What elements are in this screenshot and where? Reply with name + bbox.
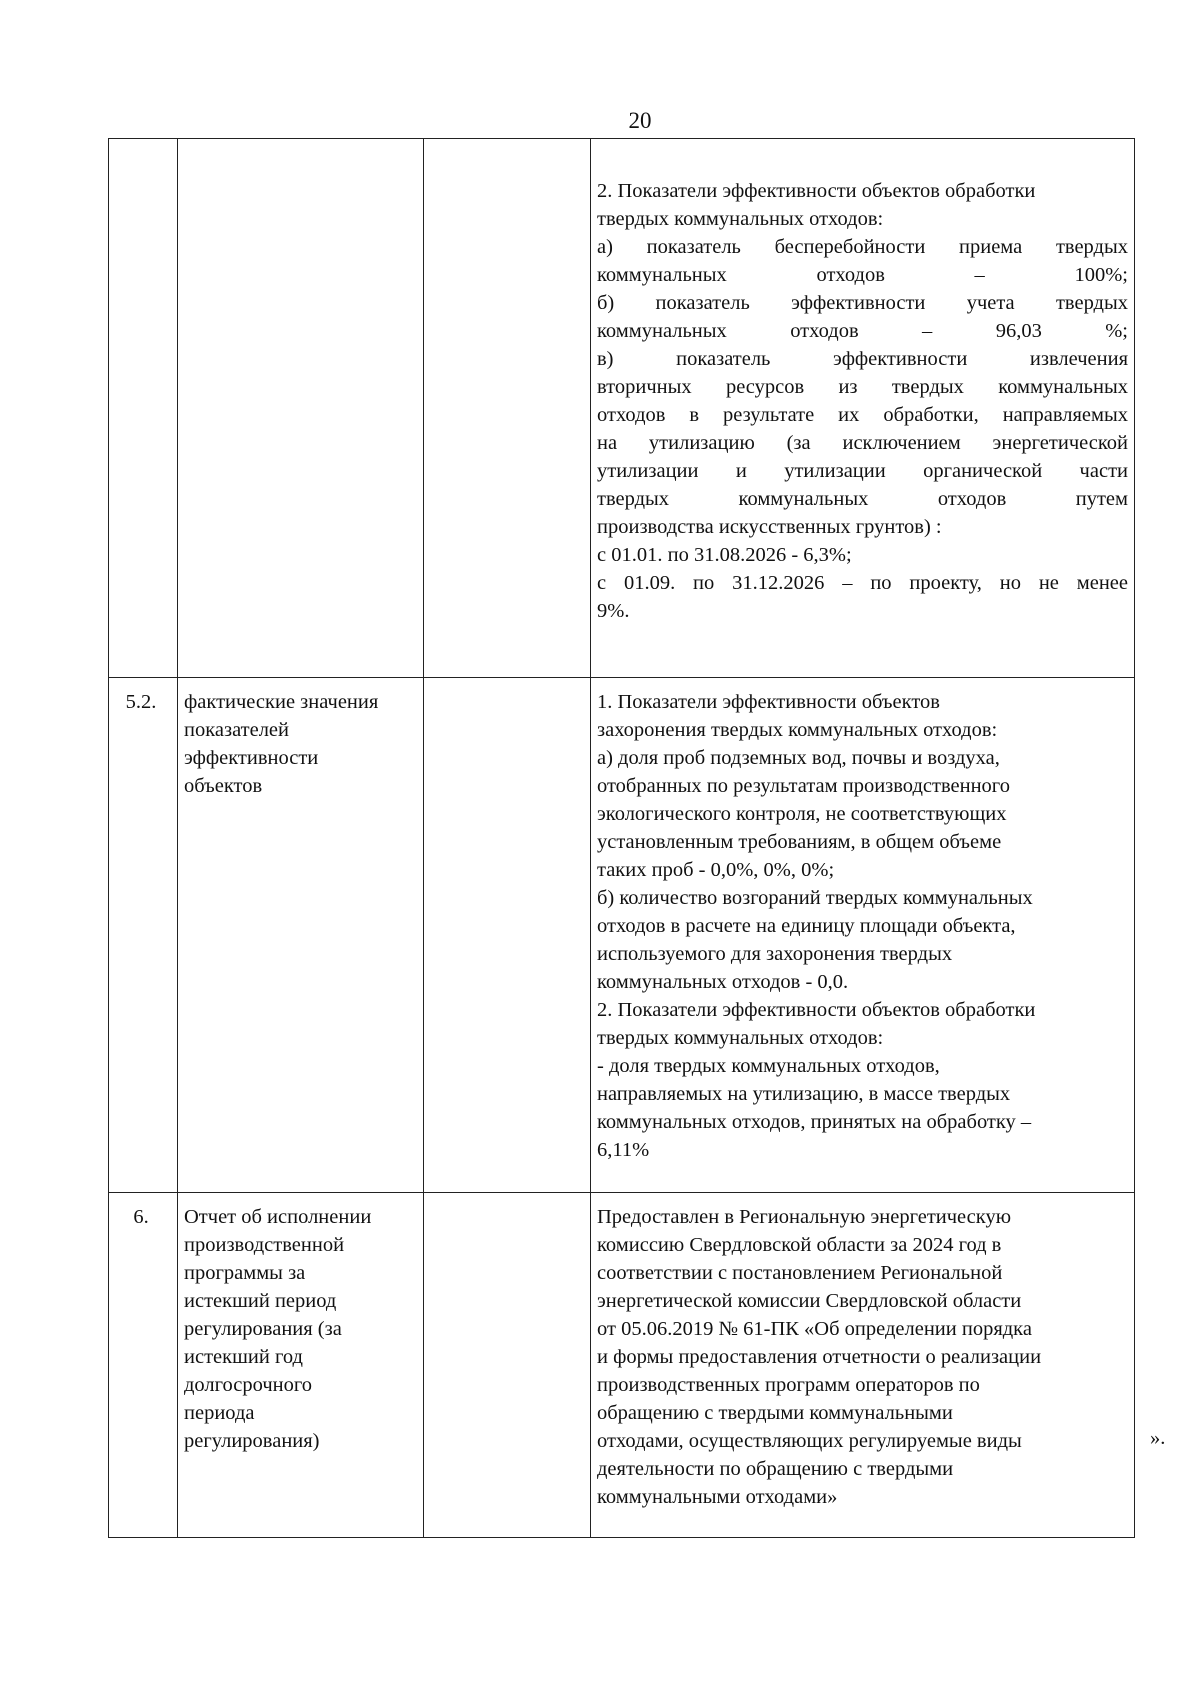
row-value-cell [424,678,591,1193]
name-line: периода [184,1402,255,1424]
description-line: направляемых на утилизацию, в массе твердых [597,1083,1011,1105]
description-line: коммунальных отходов, принятых на обработку – [597,1111,1032,1133]
row-description-cell [591,678,1135,1193]
description-line: твердых коммунальных отходов путем [597,488,1128,510]
closing-quote: ». [1150,1427,1166,1449]
document-table [108,138,1135,1538]
description-line: коммунальными отходами» [597,1486,838,1508]
description-line: таких проб - 0,0%, 0%, 0%; [597,859,835,881]
name-line: Отчет об исполнении [184,1206,372,1228]
name-line: производственной [184,1234,345,1256]
description-line: коммунальных отходов - 0,0. [597,971,849,993]
description-line: энергетической комиссии Свердловской области [597,1290,1022,1312]
name-line: показателей [184,719,289,741]
description-line: твердых коммунальных отходов: [597,1027,884,1049]
description-line: соответствии с постановлением Региональной [597,1262,1003,1284]
name-line: долгосрочного [184,1374,313,1396]
description-line: отходами, осуществляющих регулируемые виды [597,1430,1022,1452]
name-line: регулирования) [184,1430,320,1452]
name-line: регулирования (за [184,1318,342,1340]
description-line: на утилизацию (за исключением энергетической [597,432,1128,454]
row-description-cell [591,1193,1135,1538]
table-row [109,678,1135,1193]
description-line: от 05.06.2019 № 61-ПК «Об определении порядка [597,1318,1032,1340]
description-line: - доля твердых коммунальных отходов, [597,1055,940,1077]
description-line: обращению с твердыми коммунальными [597,1402,953,1424]
table-row [109,1193,1135,1538]
description-line: в) показатель эффективности извлечения [597,348,1128,370]
row-value-cell [424,139,591,678]
description-line: 6,11% [597,1139,650,1161]
name-line: истекший год [184,1346,303,1368]
description-line: с 01.09. по 31.12.2026 – по проекту, но не менее [597,572,1128,594]
name-line: фактические значения [184,691,379,713]
row-name-cell [178,678,424,1193]
description-line: отобранных по результатам производственного [597,775,1010,797]
name-line: объектов [184,775,263,797]
description-line: 2. Показатели эффективности объектов обработки [597,180,1036,202]
description-line: экологического контроля, не соответствующих [597,803,1007,825]
description-line: а) показатель бесперебойности приема твердых [597,236,1128,258]
description-line: отходов в расчете на единицу площади объекта, [597,915,1016,937]
description-line: установленным требованиям, в общем объеме [597,831,1002,853]
description-line: отходов в результате их обработки, направляемых [597,404,1128,426]
description-line: б) показатель эффективности учета твердых [597,292,1128,314]
row-name-cell [178,1193,424,1538]
description-line: б) количество возгораний твердых коммунальных [597,887,1033,909]
name-line: эффективности [184,747,319,769]
description-line: 2. Показатели эффективности объектов обработки [597,999,1036,1021]
description-line: вторичных ресурсов из твердых коммунальных [597,376,1128,398]
description-line: деятельности по обращению с твердыми [597,1458,954,1480]
description-line: Предоставлен в Региональную энергетическую [597,1206,1012,1228]
description-line: производственных программ операторов по [597,1374,980,1396]
row-number-cell: 6. [109,1193,178,1538]
page-number: 20 [628,108,652,133]
description-line: коммунальных отходов – 100%; [597,264,1128,286]
name-line: программы за [184,1262,306,1284]
name-line: истекший период [184,1290,337,1312]
description-line: твердых коммунальных отходов: [597,208,884,230]
row-number-cell: 5.2. [109,678,178,1193]
description-line: захоронения твердых коммунальных отходов: [597,719,998,741]
description-line: и формы предоставления отчетности о реализации [597,1346,1042,1368]
table-row [109,139,1135,678]
description-line: 9%. [597,600,630,622]
description-line: производства искусственных грунтов) : [597,516,942,538]
description-line: 1. Показатели эффективности объектов [597,691,940,713]
description-line: а) доля проб подземных вод, почвы и воздуха, [597,747,1000,769]
description-line: с 01.01. по 31.08.2026 - 6,3%; [597,544,852,566]
description-line: используемого для захоронения твердых [597,943,953,965]
description-line: утилизации и утилизации органической части [597,460,1128,482]
row-name-cell [178,139,424,678]
description-line: коммунальных отходов – 96,03 %; [597,320,1128,342]
row-number-cell [109,139,178,678]
row-value-cell [424,1193,591,1538]
description-line: комиссию Свердловской области за 2024 год в [597,1234,1002,1256]
row-description-cell [591,139,1135,678]
